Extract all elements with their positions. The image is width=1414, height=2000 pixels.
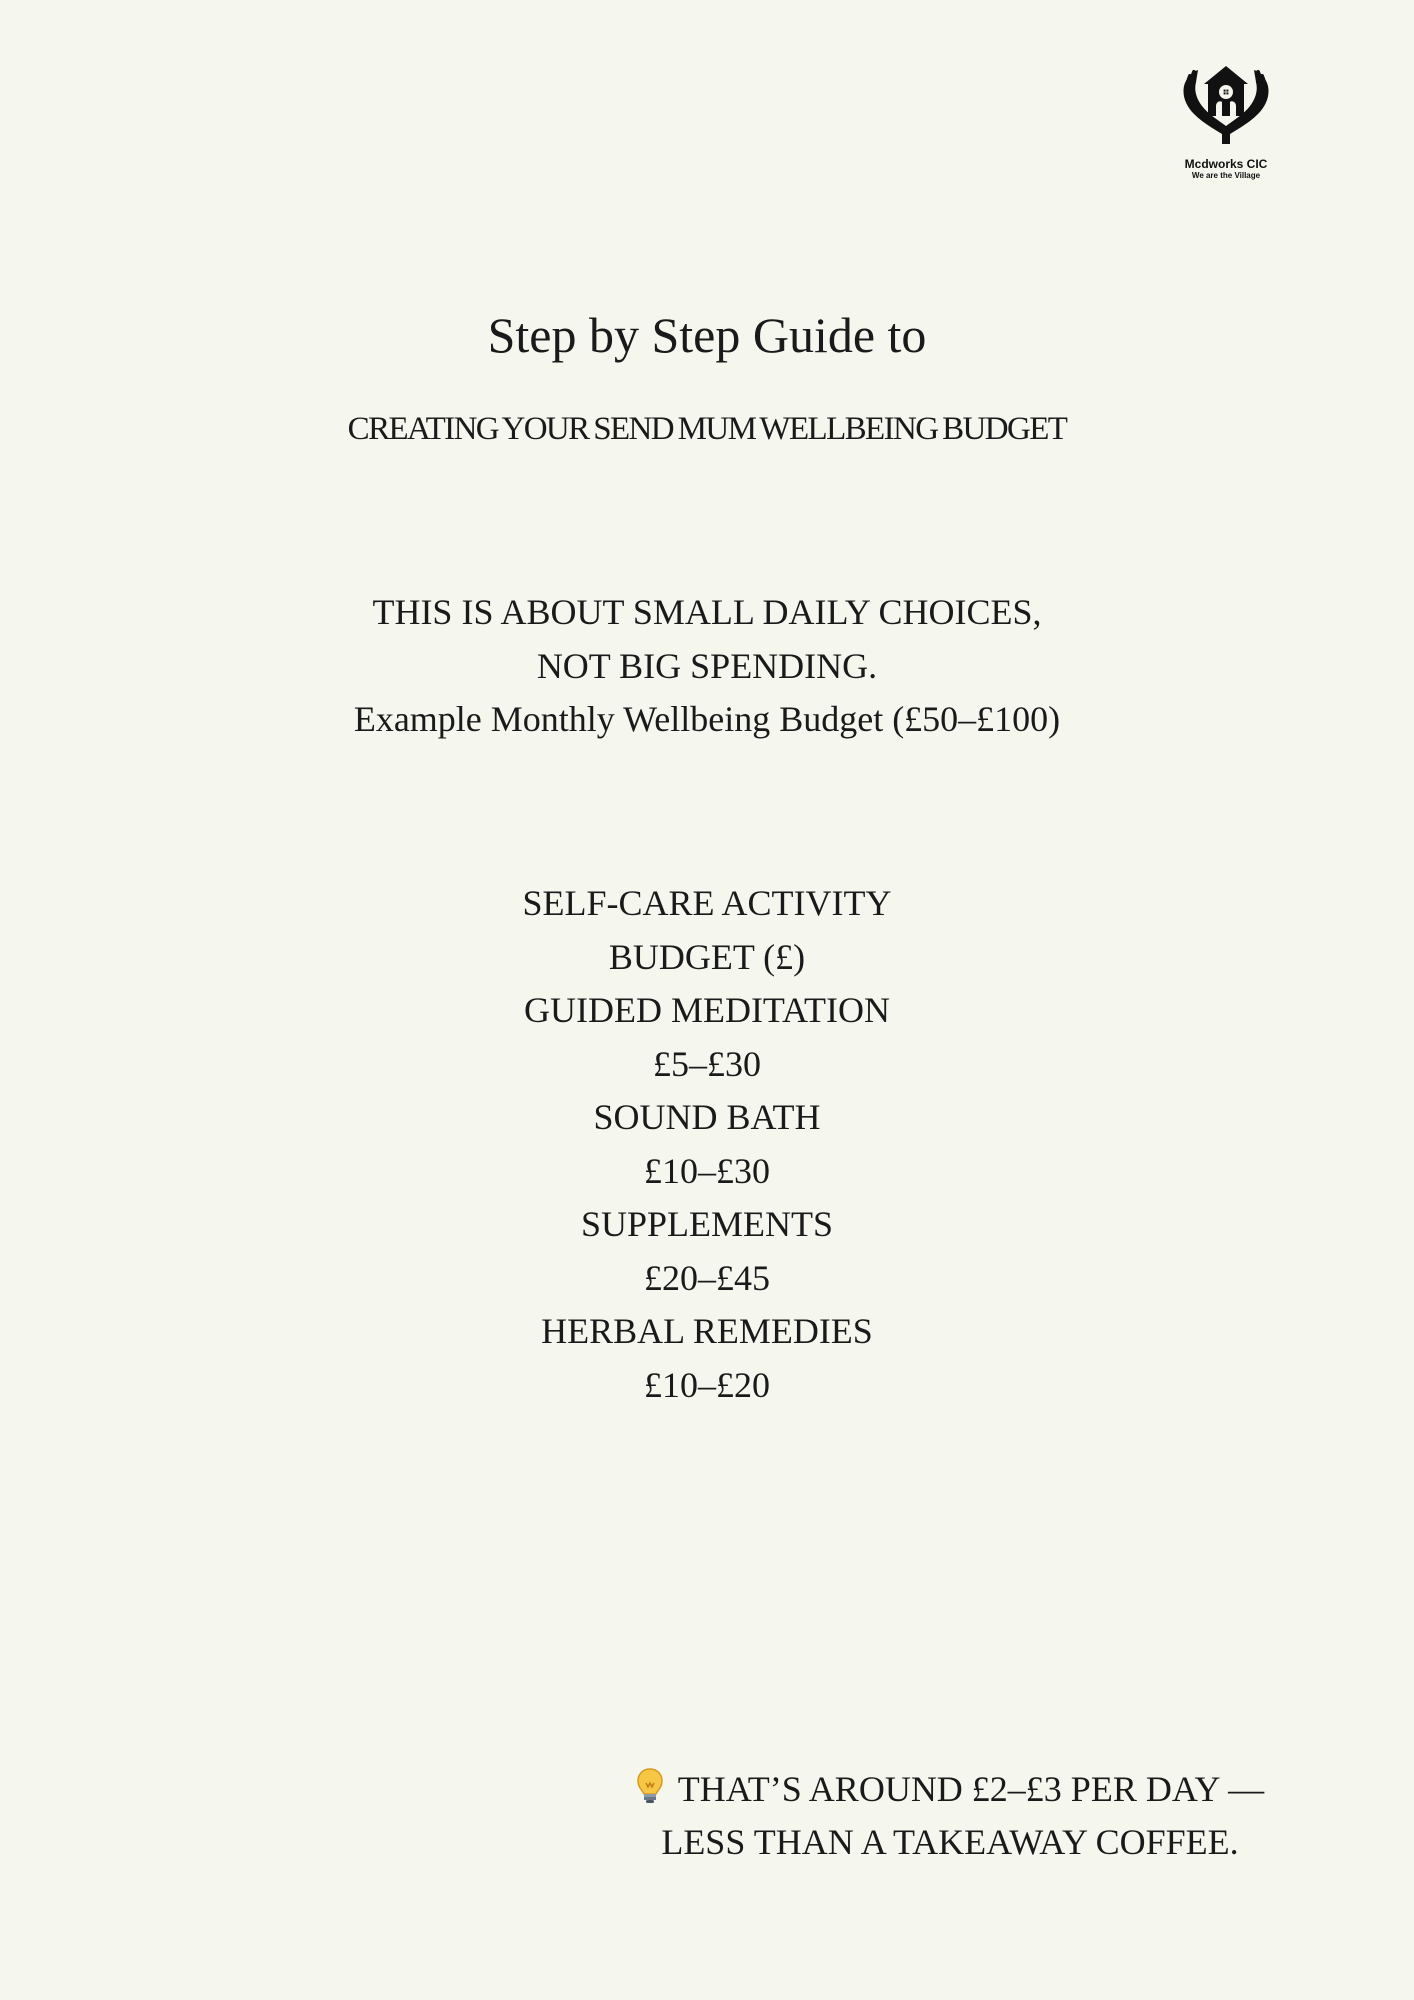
intro-line-1: THIS IS ABOUT SMALL DAILY CHOICES, (372, 592, 1042, 632)
budget-herbal-remedies: £10–£20 (644, 1364, 770, 1405)
logo-name: Mcdworks CIC (1184, 157, 1268, 171)
page-subtitle: CREATING YOUR SEND MUM WELLBEING BUDGET (347, 411, 1067, 447)
activity-supplements: SUPPLEMENTS (580, 1204, 834, 1244)
intro-line-2: NOT BIG SPENDING. (536, 645, 878, 686)
header-activity: SELF-CARE ACTIVITY (522, 883, 892, 923)
budget-sound-bath: £10–£30 (644, 1150, 770, 1191)
logo-tagline: We are the Village (1191, 171, 1261, 180)
budget-supplements: £20–£45 (644, 1257, 770, 1298)
budget-guided-meditation: £5–£30 (653, 1043, 761, 1084)
activity-herbal-remedies: HERBAL REMEDIES (541, 1311, 873, 1351)
intro-line-3: Example Monthly Wellbeing Budget (£50–£100) (353, 699, 1061, 739)
hands-holding-house-icon (1178, 62, 1274, 154)
header-budget: BUDGET (£) (608, 936, 806, 977)
tip-line-1: THAT’S AROUND £2–£3 PER DAY — (677, 1769, 1265, 1809)
activity-guided-meditation: GUIDED MEDITATION (523, 990, 891, 1030)
logo (1168, 62, 1284, 181)
tip-callout (600, 1763, 1300, 1869)
lightbulb-icon (636, 1767, 664, 1805)
budget-list (0, 877, 1414, 1412)
intro-section (0, 586, 1414, 747)
page-title: Step by Step Guide to (487, 307, 927, 363)
activity-sound-bath: SOUND BATH (593, 1097, 821, 1137)
tip-line-2: LESS THAN A TAKEAWAY COFFEE. (661, 1822, 1239, 1862)
tip-line-1-row (600, 1763, 1300, 1816)
